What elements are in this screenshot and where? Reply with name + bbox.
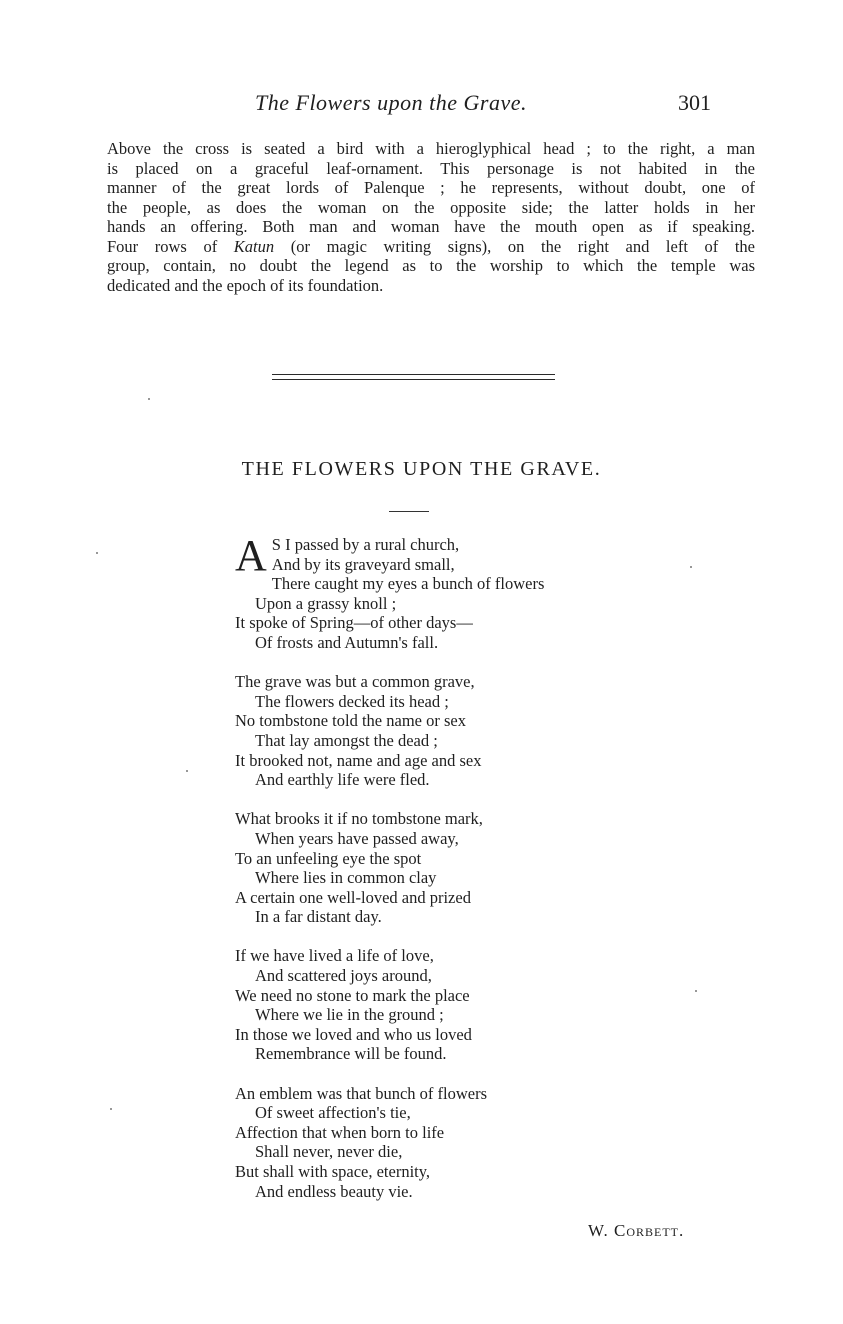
prose-line: the people, as does the woman on the opposite side; the latter holds in her (107, 197, 755, 217)
prose-line: hands an offering. Both man and woman have the mouth open as if speaking. (107, 217, 755, 236)
poem-line: But shall with space, eternity, (235, 1162, 431, 1181)
poem-line: Of frosts and Autumn's fall. (255, 632, 439, 652)
poem-line: Of sweet affection's tie, (255, 1103, 411, 1123)
prose-text: Four rows of (107, 236, 234, 256)
poem-line: In those we loved and who us loved (235, 1024, 472, 1044)
poem-line: It brooked not, name and age and sex (235, 750, 482, 770)
stanza-4 (235, 946, 655, 1064)
poem-line: An emblem was that bunch of flowers (235, 1083, 488, 1103)
prose-text: (or magic writing signs), on the right and left of the (274, 236, 755, 256)
print-speck (695, 990, 697, 992)
poem-line: The flowers decked its head ; (255, 691, 449, 711)
prose-line: manner of the great lords of Palenque ; he represents, without doubt, one of (107, 178, 755, 197)
poem-line: And by its graveyard small, (271, 554, 455, 574)
prose-line: dedicated and the epoch of its foundation. (107, 275, 384, 295)
poem-line: Shall never, never die, (255, 1142, 403, 1162)
print-speck (110, 1108, 112, 1110)
poem-line: That lay amongst the dead ; (255, 730, 438, 750)
prose-line: is placed on a graceful leaf-ornament. This personage is not habited in the (107, 158, 755, 178)
poem-line: And endless beauty vie. (255, 1181, 413, 1201)
prose-paragraph (107, 139, 755, 295)
poem-line: Upon a grassy knoll ; (255, 593, 397, 613)
title-rule (389, 511, 429, 512)
poem-line: No tombstone told the name or sex (235, 711, 466, 731)
stanza-5 (235, 1084, 655, 1202)
poem-line: In a far distant day. (255, 907, 382, 927)
prose-line: group, contain, no doubt the legend as to the worship to which the temple was (107, 256, 755, 275)
prose-line (107, 237, 755, 257)
poem-line: We need no stone to mark the place (235, 985, 470, 1005)
print-speck (96, 552, 98, 554)
section-divider-top (272, 374, 555, 375)
poem-line: Where we lie in the ground ; (255, 1005, 444, 1025)
prose-line: Above the cross is seated a bird with a hieroglyphical head ; to the right, a man (107, 139, 755, 158)
poem-author: W. Corbett. (588, 1221, 685, 1240)
poem-line: And scattered joys around, (255, 966, 432, 986)
prose-italic-term: Katun (233, 236, 275, 256)
poem-line: A certain one well-loved and prized (235, 887, 471, 907)
stanza-1 (235, 531, 655, 653)
poem-line: S I passed by a rural church, (271, 535, 460, 554)
poem-line: The grave was but a common grave, (235, 672, 475, 692)
poem-line: When years have passed away, (255, 828, 459, 848)
running-title: The Flowers upon the Grave. (255, 90, 527, 115)
poem-body (235, 531, 655, 1221)
poem-line: Remembrance will be found. (255, 1044, 447, 1064)
poem-line: Affection that when born to life (235, 1122, 445, 1142)
drop-cap: A (235, 531, 267, 580)
print-speck (186, 770, 188, 772)
stanza-2 (235, 672, 655, 790)
poem-line: What brooks it if no tombstone mark, (235, 809, 483, 829)
poem-line: To an unfeeling eye the spot (235, 848, 422, 868)
poem-line: If we have lived a life of love, (235, 946, 434, 966)
page-number: 301 (678, 90, 711, 115)
stanza-3 (235, 809, 655, 927)
poem-line: Where lies in common clay (255, 868, 437, 888)
print-speck (148, 398, 150, 400)
section-divider-bottom (272, 379, 555, 380)
print-speck (690, 566, 692, 568)
poem-line: There caught my eyes a bunch of flowers (271, 574, 545, 594)
poem-line: And earthly life were fled. (255, 770, 430, 790)
poem-title: THE FLOWERS UPON THE GRAVE. (241, 458, 602, 480)
running-header (0, 90, 843, 120)
poem-line: It spoke of Spring—of other days— (235, 613, 473, 633)
